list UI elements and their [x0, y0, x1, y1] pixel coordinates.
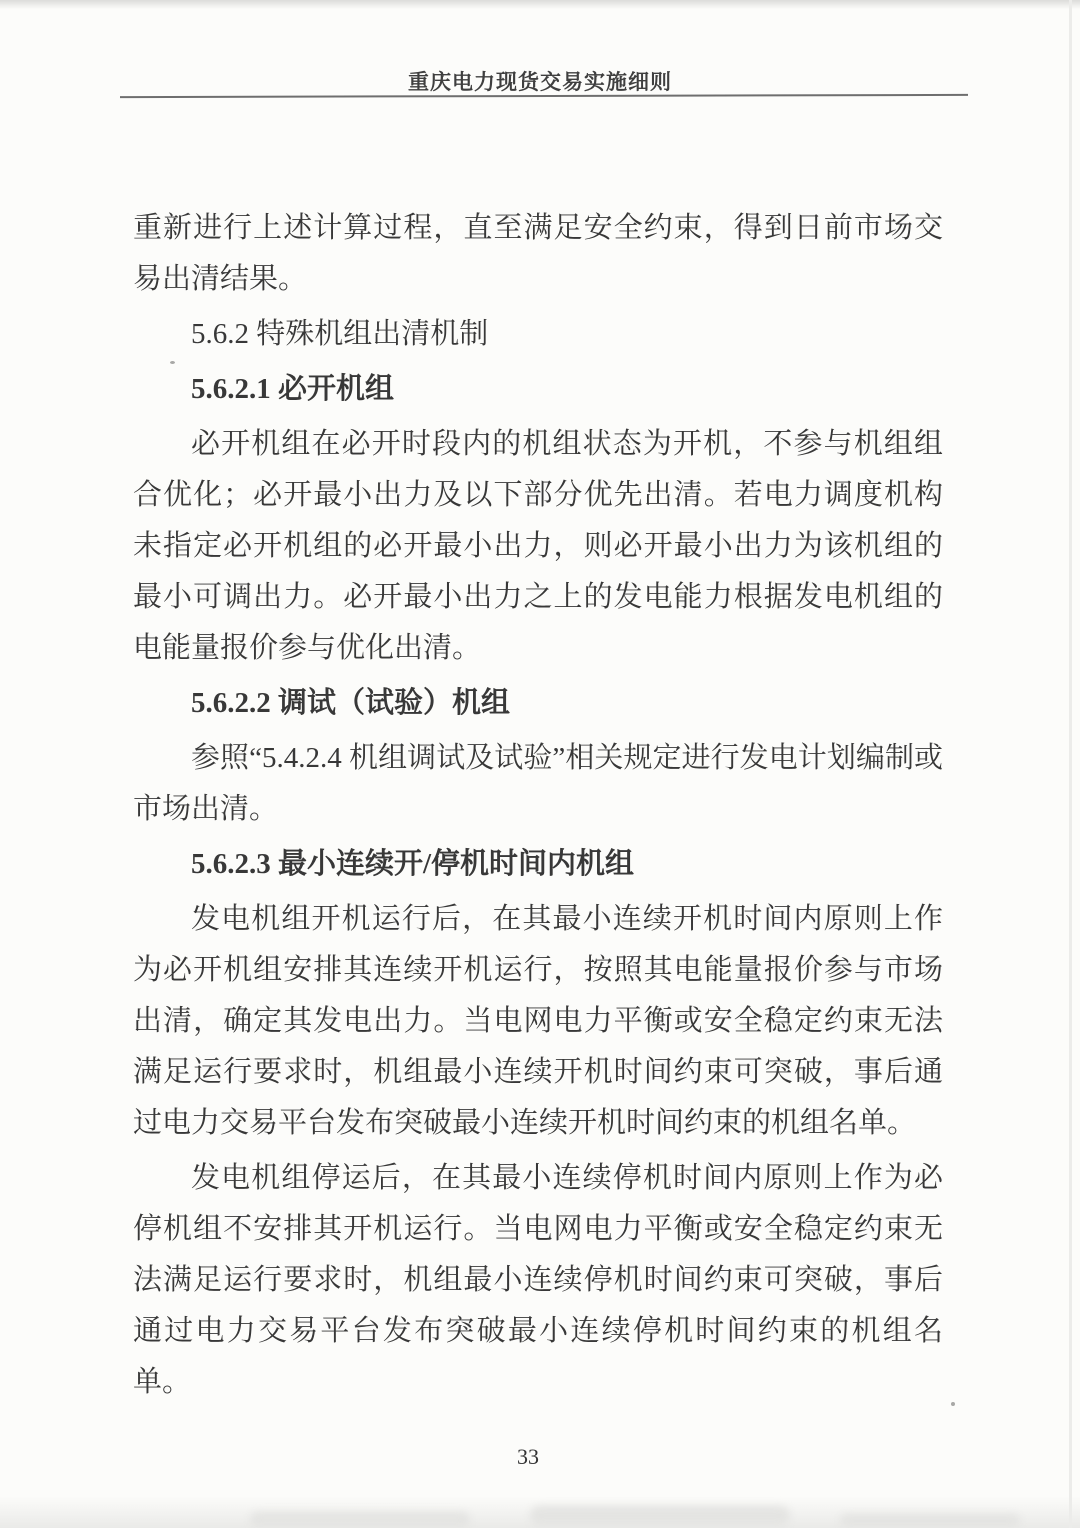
- paragraph: 重新进行上述计算过程，直至满足安全约束，得到日前市场交易出清结果。: [133, 212, 943, 295]
- paragraph: 发电机组开机运行后，在其最小连续开机时间内原则上作为必开机组安排其连续开机运行，按照其电能量报价参与市场出清，确定其发电出力。当电网电力平衡或安全稳定约束无法满足运行要求时，机组最小连续开机时间约束可突破，事后通过电力交易平台发布突破最小连续开机时间约束的机组名单。: [133, 903, 943, 1139]
- document-body: [133, 203, 943, 1408]
- section-heading: 5.6.2.3 最小连续开/停机时间内机组: [191, 848, 635, 880]
- page-number: 33: [517, 1444, 539, 1469]
- scan-artifact-blob: [840, 1514, 1020, 1528]
- scan-artifact-speck: [170, 361, 175, 364]
- scan-artifact-blob: [530, 1506, 790, 1526]
- scan-artifact-speck: [951, 1402, 955, 1406]
- scan-artifact-top-band: [0, 0, 1080, 9]
- section-heading: 5.6.2.2 调试（试验）机组: [191, 687, 511, 719]
- paragraph: 必开机组在必开时段内的机组状态为开机，不参与机组组合优化；必开最小出力及以下部分优先出清。若电力调度机构未指定必开机组的必开最小出力，则必开最小出力为该机组的最小可调出力。必开最小出力之上的发电能力根据发电机组的电能量报价参与优化出清。: [133, 428, 943, 664]
- scan-artifact-right-edge: [1069, 0, 1072, 1528]
- paragraph: 参照“5.4.2.4 机组调试及试验”相关规定进行发电计划编制或市场出清。: [133, 742, 943, 825]
- scan-artifact-blob: [250, 1512, 470, 1528]
- section-heading: 5.6.2.1 必开机组: [191, 373, 395, 405]
- section-heading: 5.6.2 特殊机组出清机制: [191, 318, 489, 350]
- document-header-title: 重庆电力现货交易实施细则: [408, 70, 672, 94]
- paragraph: 发电机组停运后，在其最小连续停机时间内原则上作为必停机组不安排其开机运行。当电网电力平衡或安全稳定约束无法满足运行要求时，机组最小连续停机时间约束可突破，事后通过电力交易平台发布突破最小连续停机时间约束的机组名单。: [133, 1162, 943, 1398]
